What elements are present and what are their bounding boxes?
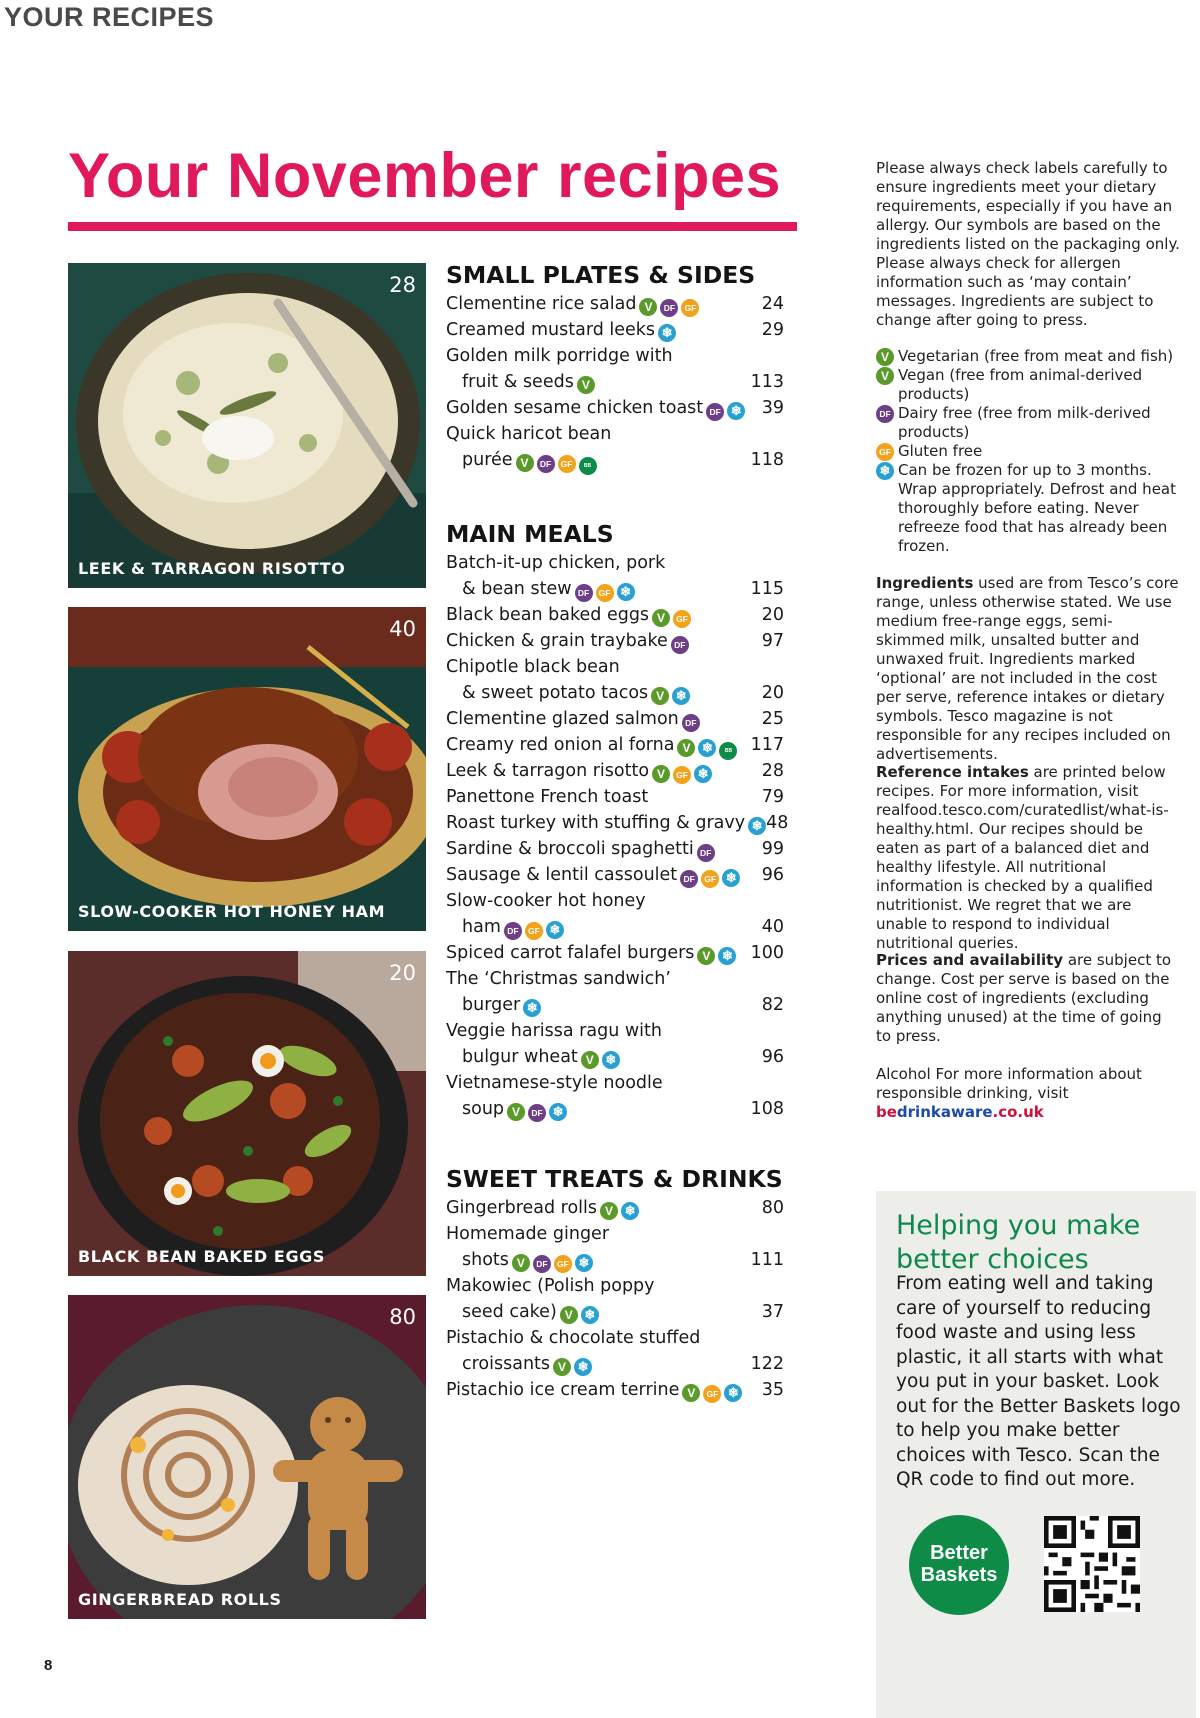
fr-icon: ❄ bbox=[724, 1384, 742, 1402]
photo-caption: BLACK BEAN BAKED EGGS bbox=[78, 1247, 326, 1266]
recipe-name: Veggie harissa ragu with bbox=[446, 1021, 662, 1041]
recipe-entry[interactable] bbox=[446, 1195, 784, 1221]
df-icon: DF bbox=[671, 636, 689, 654]
v-icon: V bbox=[652, 765, 670, 783]
recipe-name-line bbox=[446, 1044, 744, 1070]
recipe-entry[interactable] bbox=[446, 291, 784, 317]
fr-icon: ❄ bbox=[698, 739, 716, 757]
recipe-entry[interactable] bbox=[446, 421, 784, 473]
title-rule bbox=[68, 222, 797, 231]
recipe-name: Creamed mustard leeks bbox=[446, 320, 656, 340]
recipe-page-number: 111 bbox=[750, 1250, 784, 1270]
recipe-name-line bbox=[446, 1221, 744, 1247]
recipe-name-line bbox=[446, 343, 744, 369]
prices-heading: Prices and availability bbox=[876, 951, 1064, 969]
recipe-entry[interactable] bbox=[446, 1221, 784, 1273]
df-icon: DF bbox=[682, 714, 700, 732]
gf-icon: GF bbox=[554, 1255, 572, 1273]
recipe-name: & sweet potato tacos bbox=[462, 683, 649, 703]
recipe-entry[interactable] bbox=[446, 395, 784, 421]
recipe-name: bulgur wheat bbox=[462, 1047, 578, 1067]
v-icon: V bbox=[652, 609, 670, 627]
recipe-name: purée bbox=[462, 450, 513, 470]
alcohol-heading: Alcohol bbox=[876, 1065, 931, 1083]
recipe-name-line bbox=[446, 1325, 744, 1351]
recipe-name: Panettone French toast bbox=[446, 787, 649, 807]
recipe-entry[interactable] bbox=[446, 888, 784, 940]
fr-icon: ❄ bbox=[602, 1051, 620, 1069]
recipe-name-line bbox=[446, 1299, 744, 1325]
v-icon: V bbox=[677, 739, 695, 757]
v-icon: V bbox=[651, 687, 669, 705]
fr-icon: ❄ bbox=[546, 921, 564, 939]
recipe-page-number: 99 bbox=[761, 839, 784, 859]
fr-icon: ❄ bbox=[581, 1306, 599, 1324]
recipe-page-number: 40 bbox=[761, 917, 784, 937]
ingredients-text: used are from Tesco’s core range, unless otherwise stated. We use medium free-range eggs, semi-skimmed milk, unsalted butter and unwaxed fruit. Ingredients marked ‘optional’ are not included in the cost per serve, reference intakes or dietary symbols. Tesco magazine is not responsible for any recipes included on advertisements. bbox=[876, 574, 1179, 763]
recipe-name: Batch-it-up chicken, pork bbox=[446, 553, 666, 573]
recipe-name: Chipotle black bean bbox=[446, 657, 620, 677]
v-icon: V bbox=[697, 947, 715, 965]
qr-code-icon[interactable] bbox=[1044, 1516, 1140, 1612]
recipe-name: Golden sesame chicken toast bbox=[446, 398, 704, 418]
photo-caption: SLOW-COOKER HOT HONEY HAM bbox=[78, 902, 386, 921]
recipe-name: ham bbox=[462, 917, 501, 937]
recipe-name-line bbox=[446, 1018, 744, 1044]
fr-icon: ❄ bbox=[748, 817, 766, 835]
recipe-entry[interactable] bbox=[446, 1018, 784, 1070]
promo-body: From eating well and taking care of yourself to reducing food waste and using less plastic, it all starts with what you put in your basket. Look out for the Better Baskets logo to help you make better choices with Tesco. Scan the QR code to find out more. bbox=[896, 1273, 1181, 1490]
photo-page-number: 20 bbox=[389, 961, 416, 985]
v-icon: V bbox=[682, 1384, 700, 1402]
category-heading: SMALL PLATES & SIDES bbox=[446, 261, 756, 289]
recipe-name-line bbox=[446, 810, 766, 836]
recipe-page-number: 35 bbox=[761, 1380, 784, 1400]
v-icon: V bbox=[516, 454, 534, 472]
key-text: Dairy free (free from milk-derived products) bbox=[898, 404, 1151, 441]
recipe-name: shots bbox=[462, 1250, 509, 1270]
fr-icon: ❄ bbox=[549, 1103, 567, 1121]
recipe-name: Spiced carrot falafel burgers bbox=[446, 943, 695, 963]
promo-title: Helping you make better choices bbox=[896, 1210, 1141, 1275]
ingredients-heading: Ingredients bbox=[876, 574, 974, 592]
key-entry bbox=[876, 442, 1181, 461]
reference-intakes-note bbox=[876, 763, 1181, 953]
recipe-name: Clementine rice salad bbox=[446, 294, 637, 314]
recipe-name-line bbox=[446, 1247, 744, 1273]
recipe-name: Slow-cooker hot honey bbox=[446, 891, 646, 911]
recipe-entry[interactable] bbox=[446, 1273, 784, 1325]
prices-note bbox=[876, 951, 1181, 1046]
key-entry bbox=[876, 366, 1181, 404]
recipe-name-line bbox=[446, 914, 744, 940]
recipe-entry[interactable] bbox=[446, 940, 784, 966]
recipe-name-line bbox=[446, 1351, 744, 1377]
df-icon: DF bbox=[660, 299, 678, 317]
recipe-name-line bbox=[446, 421, 744, 447]
recipe-page-number: 29 bbox=[761, 320, 784, 340]
df-icon: DF bbox=[537, 455, 555, 473]
allergy-notice: Please always check labels carefully to ensure ingredients meet your dietary requirements, especially if you have an allergy. Our symbols are based on the ingredients listed on the packaging only. Please always check for allergen information such as ‘may contain’ messages. Ingredients are subject to change after going to press. bbox=[876, 159, 1180, 329]
recipe-name-line bbox=[446, 317, 744, 343]
recipe-name-line bbox=[446, 966, 744, 992]
df-icon: DF bbox=[876, 405, 894, 423]
gf-icon: GF bbox=[525, 922, 543, 940]
recipe-name: Quick haricot bean bbox=[446, 424, 612, 444]
recipe-name: & bean stew bbox=[462, 579, 572, 599]
recipe-index bbox=[446, 260, 789, 1403]
recipe-name: Leek & tarragon risotto bbox=[446, 761, 650, 781]
recipe-page-number: 80 bbox=[761, 1198, 784, 1218]
risotto-image bbox=[68, 263, 426, 588]
recipe-page-number: 118 bbox=[750, 450, 784, 470]
gf-icon: GF bbox=[876, 443, 894, 461]
recipe-name-line bbox=[446, 784, 744, 810]
key-text: Vegan (free from animal-derived products) bbox=[898, 366, 1143, 403]
recipe-entry[interactable] bbox=[446, 602, 784, 628]
recipe-name-line bbox=[446, 862, 744, 888]
recipe-page-number: 122 bbox=[750, 1354, 784, 1374]
fr-icon: ❄ bbox=[575, 1254, 593, 1272]
section-label: YOUR RECIPES bbox=[4, 2, 215, 32]
recipe-name-line bbox=[446, 836, 744, 862]
recipe-name-line bbox=[446, 1096, 744, 1122]
ingredients-note bbox=[876, 574, 1181, 764]
gf-icon: GF bbox=[701, 870, 719, 888]
recipe-name-line bbox=[446, 992, 744, 1018]
recipe-name-line bbox=[446, 1273, 744, 1299]
reference-text: are printed below recipes. For more information, visit realfood.tesco.com/curatedlist/what-is-healthy.html. Our recipes should be eaten as part of a balanced diet and healthy lifestyle. All nutritional information is checked by a qualified nutritionist. We regret that we are unable to respond to individual nutritional queries. bbox=[876, 763, 1169, 952]
photo-caption: GINGERBREAD ROLLS bbox=[78, 1590, 282, 1609]
recipe-name: fruit & seeds bbox=[462, 372, 574, 392]
recipe-page-number: 25 bbox=[761, 709, 784, 729]
alcohol-note bbox=[876, 1065, 1181, 1103]
recipe-page-number: 48 bbox=[766, 813, 789, 833]
recipe-page-number: 113 bbox=[750, 372, 784, 392]
fr-icon: ❄ bbox=[876, 462, 894, 480]
recipe-page-number: 96 bbox=[761, 865, 784, 885]
eggs-image bbox=[68, 951, 426, 1276]
fr-icon: ❄ bbox=[523, 999, 541, 1017]
recipe-name-line bbox=[446, 395, 745, 421]
photo-caption: LEEK & TARRAGON RISOTTO bbox=[78, 559, 346, 578]
recipe-name-line bbox=[446, 369, 744, 395]
recipe-entry[interactable] bbox=[446, 628, 784, 654]
recipe-name: croissants bbox=[462, 1354, 551, 1374]
recipe-page-number: 97 bbox=[761, 631, 784, 651]
df-icon: DF bbox=[575, 584, 593, 602]
recipe-page-number: 28 bbox=[761, 761, 784, 781]
recipe-name-line bbox=[446, 654, 744, 680]
gf-icon: GF bbox=[673, 610, 691, 628]
recipe-name: Makowiec (Polish poppy bbox=[446, 1276, 655, 1296]
category-heading: SWEET TREATS & DRINKS bbox=[446, 1165, 783, 1193]
recipe-name-line bbox=[446, 1195, 744, 1221]
recipe-page-number: 39 bbox=[761, 398, 784, 418]
recipe-entry[interactable] bbox=[446, 758, 784, 784]
recipe-entry[interactable] bbox=[446, 343, 784, 395]
df-icon: DF bbox=[697, 844, 715, 862]
recipe-page-number: 24 bbox=[761, 294, 784, 314]
recipe-name: Roast turkey with stuffing & gravy bbox=[446, 813, 746, 833]
df-icon: DF bbox=[528, 1104, 546, 1122]
v-icon: V bbox=[876, 348, 894, 366]
recipe-page-number: 108 bbox=[750, 1099, 784, 1119]
recipe-name: Golden milk porridge with bbox=[446, 346, 673, 366]
fr-icon: ❄ bbox=[722, 869, 740, 887]
key-text: Can be frozen for up to 3 months. Wrap appropriately. Defrost and heat thoroughly before eating. Never refreeze food that has already been frozen. bbox=[898, 461, 1176, 555]
recipe-name-line bbox=[446, 1070, 744, 1096]
recipe-name: burger bbox=[462, 995, 521, 1015]
recipe-name: Homemade ginger bbox=[446, 1224, 610, 1244]
recipe-page-number: 37 bbox=[761, 1302, 784, 1322]
key-entry bbox=[876, 347, 1181, 366]
recipe-name-line bbox=[446, 628, 744, 654]
recipe-name: Pistachio ice cream terrine bbox=[446, 1380, 680, 1400]
drinkaware-link[interactable]: bedrinkaware.co.uk bbox=[876, 1103, 1044, 1121]
v-icon: V bbox=[876, 367, 894, 385]
recipe-name-line bbox=[446, 550, 744, 576]
recipe-name: Chicken & grain traybake bbox=[446, 631, 668, 651]
recipe-entry[interactable] bbox=[446, 654, 784, 706]
key-entry bbox=[876, 404, 1181, 442]
better-baskets-logo: Better Baskets bbox=[909, 1515, 1009, 1615]
symbol-key bbox=[876, 347, 1181, 556]
recipe-name-line bbox=[446, 680, 744, 706]
recipe-name-line bbox=[446, 447, 744, 473]
v-icon: V bbox=[507, 1103, 525, 1121]
recipe-name: The ‘Christmas sandwich’ bbox=[446, 969, 671, 989]
df-icon: DF bbox=[504, 922, 522, 940]
recipe-entry[interactable] bbox=[446, 732, 784, 758]
prices-text: are subject to change. Cost per serve is based on the online cost of ingredients (excluding anything unused) at the time of going to press. bbox=[876, 951, 1172, 1045]
gf-icon: GF bbox=[596, 584, 614, 602]
recipe-name-line bbox=[446, 291, 744, 317]
recipe-entry[interactable] bbox=[446, 317, 784, 343]
recipe-entry[interactable] bbox=[446, 810, 789, 836]
photo-gingerbread-rolls[interactable] bbox=[68, 1295, 426, 1619]
fr-icon: ❄ bbox=[672, 687, 690, 705]
fr-icon: ❄ bbox=[727, 402, 745, 420]
key-text: Gluten free bbox=[898, 442, 983, 460]
fr-icon: ❄ bbox=[617, 583, 635, 601]
recipe-entry[interactable] bbox=[446, 1377, 784, 1403]
recipe-name: Black bean baked eggs bbox=[446, 605, 650, 625]
photo-black-bean-eggs[interactable] bbox=[68, 951, 426, 1276]
recipe-entry[interactable] bbox=[446, 1325, 784, 1377]
reference-heading: Reference intakes bbox=[876, 763, 1029, 781]
v-icon: V bbox=[577, 376, 595, 394]
v-icon: V bbox=[581, 1051, 599, 1069]
recipe-entry[interactable] bbox=[446, 784, 784, 810]
photo-hot-honey-ham[interactable] bbox=[68, 607, 426, 931]
gf-icon: GF bbox=[558, 455, 576, 473]
key-entry bbox=[876, 461, 1181, 556]
df-icon: DF bbox=[533, 1255, 551, 1273]
recipe-name-line bbox=[446, 888, 744, 914]
gf-icon: GF bbox=[673, 766, 691, 784]
df-icon: DF bbox=[706, 403, 724, 421]
photo-page-number: 28 bbox=[389, 273, 416, 297]
recipe-page-number: 20 bbox=[761, 683, 784, 703]
alcohol-text: For more information about responsible drinking, visit bbox=[876, 1065, 1142, 1102]
recipe-name: seed cake) bbox=[462, 1302, 557, 1322]
category-heading: MAIN MEALS bbox=[446, 520, 614, 548]
recipe-name: Sausage & lentil cassoulet bbox=[446, 865, 678, 885]
recipe-name-line bbox=[446, 576, 744, 602]
recipe-entry[interactable] bbox=[446, 706, 784, 732]
recipe-page-number: 79 bbox=[761, 787, 784, 807]
gf-icon: GF bbox=[681, 299, 699, 317]
df-icon: DF bbox=[680, 870, 698, 888]
photo-page-number: 80 bbox=[389, 1305, 416, 1329]
recipe-page-number: 82 bbox=[761, 995, 784, 1015]
recipe-entry[interactable] bbox=[446, 862, 784, 888]
better-choices-promo bbox=[876, 1191, 1196, 1718]
v-icon: V bbox=[512, 1254, 530, 1272]
recipe-name: Sardine & broccoli spaghetti bbox=[446, 839, 694, 859]
photo-page-number: 40 bbox=[389, 617, 416, 641]
recipe-name-line bbox=[446, 758, 744, 784]
recipe-name-line bbox=[446, 602, 744, 628]
recipe-name-line bbox=[446, 940, 744, 966]
recipe-entry[interactable] bbox=[446, 836, 784, 862]
recipe-name-line bbox=[446, 706, 744, 732]
page-title: Your November recipes bbox=[68, 141, 782, 211]
bb-icon: BB bbox=[719, 742, 737, 760]
page-number: 8 bbox=[44, 1657, 53, 1674]
recipe-page-number: 96 bbox=[761, 1047, 784, 1067]
key-text: Vegetarian (free from meat and fish) bbox=[898, 347, 1174, 365]
bb-icon: BB bbox=[579, 457, 597, 475]
fr-icon: ❄ bbox=[658, 324, 676, 342]
recipe-name: Creamy red onion al forna bbox=[446, 735, 675, 755]
recipe-entry[interactable] bbox=[446, 966, 784, 1018]
gingerbread-image bbox=[68, 1295, 426, 1619]
recipe-name: Gingerbread rolls bbox=[446, 1198, 598, 1218]
recipe-page-number: 20 bbox=[761, 605, 784, 625]
recipe-entry[interactable] bbox=[446, 1070, 784, 1122]
v-icon: V bbox=[553, 1358, 571, 1376]
recipe-page-number: 100 bbox=[750, 943, 784, 963]
recipe-name-line bbox=[446, 732, 744, 758]
fr-icon: ❄ bbox=[574, 1358, 592, 1376]
ham-image bbox=[68, 607, 426, 931]
recipe-name: Pistachio & chocolate stuffed bbox=[446, 1328, 701, 1348]
recipe-page-number: 115 bbox=[750, 579, 784, 599]
fr-icon: ❄ bbox=[694, 765, 712, 783]
recipe-name: Vietnamese-style noodle bbox=[446, 1073, 663, 1093]
photo-leek-risotto[interactable] bbox=[68, 263, 426, 588]
recipe-page-number: 117 bbox=[750, 735, 784, 755]
recipe-name-line bbox=[446, 1377, 744, 1403]
v-icon: V bbox=[560, 1306, 578, 1324]
recipe-name: Clementine glazed salmon bbox=[446, 709, 679, 729]
v-icon: V bbox=[639, 298, 657, 316]
v-icon: V bbox=[600, 1202, 618, 1220]
recipe-name: soup bbox=[462, 1099, 505, 1119]
gf-icon: GF bbox=[703, 1385, 721, 1403]
recipe-entry[interactable] bbox=[446, 550, 784, 602]
fr-icon: ❄ bbox=[718, 947, 736, 965]
fr-icon: ❄ bbox=[621, 1202, 639, 1220]
